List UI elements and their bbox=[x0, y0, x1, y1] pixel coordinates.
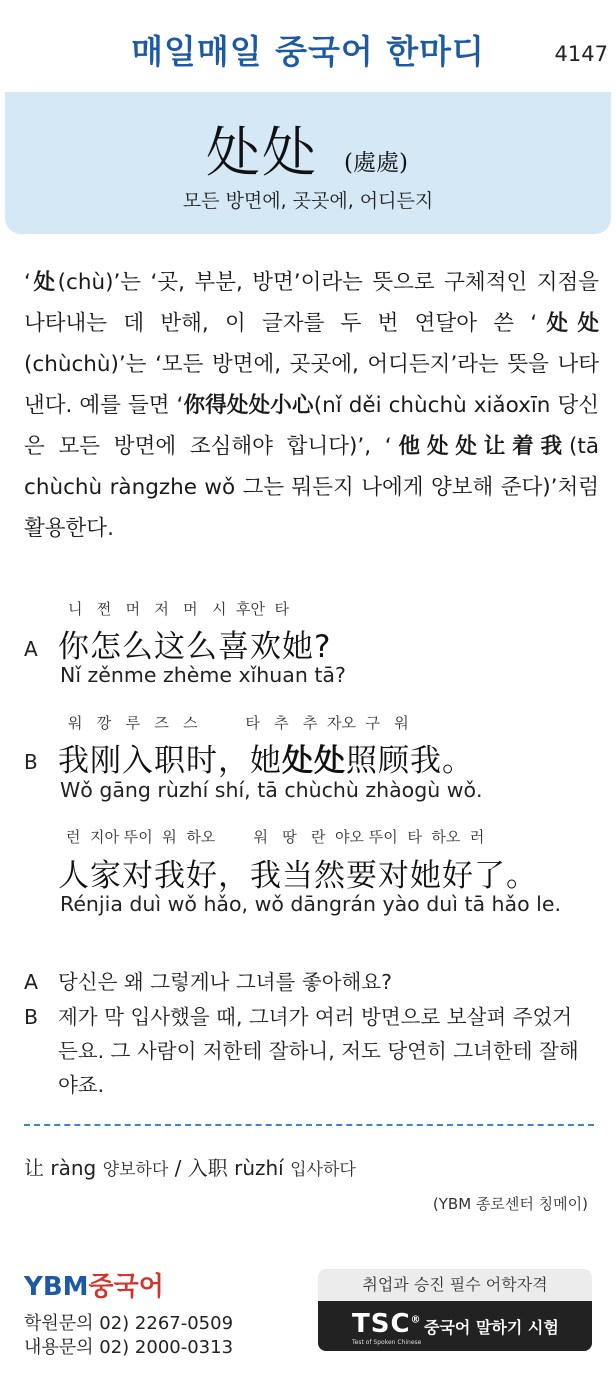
pinyin-b2: Rénjia duì wǒ hǎo, wǒ dāngrán yào duì tā hǎo le. bbox=[60, 892, 561, 916]
author-credit: (YBM 종로센터 칭메이) bbox=[432, 1195, 588, 1213]
explanation-text: ‘ bbox=[24, 270, 31, 295]
speaker-b-label: B bbox=[24, 750, 38, 774]
pronunciation-guide-b2: 런 지아 뚜이 워 하오 워 땅 란 야오 뚜이 타 하오 러 bbox=[66, 828, 485, 846]
headword-meaning: 모든 방면에, 곳곳에, 어디든지 bbox=[182, 190, 434, 212]
vocab-word-2: 入职 bbox=[187, 1156, 228, 1180]
headword: 处处 bbox=[206, 121, 318, 184]
translation-a-label: A bbox=[24, 970, 39, 994]
sentence-keyword: 处处 bbox=[282, 743, 346, 779]
vocab-word-1: 让 bbox=[24, 1156, 44, 1180]
explanation-paragraph bbox=[24, 262, 599, 549]
explanation-text: (tā chùchù ràngzhe wǒ 그는 뭐든지 나에게 양보해 준다)’처럼 활용한다. bbox=[24, 434, 599, 541]
sentence-part: 我刚入职时，她 bbox=[58, 743, 282, 779]
translation-b-text: 제가 막 입사했을 때, 그녀가 여러 방면으로 보살펴 주었거든요. 그 사람이 저한테 잘하니, 저도 당연히 그녀한테 잘해야죠. bbox=[58, 1005, 579, 1097]
tsc-name: 중국어 말하기 시험 bbox=[424, 1318, 559, 1337]
explanation-text: (nǐ děi chùchù xiǎoxīn 당신은 모든 방면에 조심해야 합니다)’, ‘ bbox=[24, 393, 599, 459]
tsc-banner-dark bbox=[318, 1301, 592, 1351]
tsc-banner bbox=[318, 1269, 592, 1351]
sentence-part: 照顾我。 bbox=[346, 743, 474, 779]
vocab-meaning-2: 입사하다 bbox=[290, 1160, 356, 1180]
speaker-a-label: A bbox=[24, 637, 38, 661]
vocab-separator: / bbox=[168, 1156, 188, 1180]
explanation-text: (chù)’는 ‘곳, 부분, 방면’이라는 뜻으로 구체적인 지점을 나타내는 데 반해, 이 글자를 두 번 연달아 쓴 ‘ bbox=[24, 270, 599, 336]
ybm-logo bbox=[24, 1266, 164, 1303]
vocab-pinyin-1: ràng bbox=[50, 1156, 97, 1180]
explanation-hanzi: 处 bbox=[30, 270, 58, 295]
tsc-logo-text: TSC bbox=[352, 1309, 411, 1339]
issue-number: 4147 bbox=[554, 42, 608, 66]
dashed-divider bbox=[24, 1124, 594, 1126]
pinyin-a: Nǐ zěnme zhème xǐhuan tā? bbox=[60, 663, 346, 687]
explanation-text: (chùchù)’는 ‘모든 방면에, 곳곳에, 어디든지’라는 뜻을 나타낸다. 예를 들면 ‘ bbox=[24, 352, 599, 418]
translation-a-text: 당신은 왜 그렇게나 그녀를 좋아해요? bbox=[58, 970, 392, 994]
chinese-sentence-b2: 人家对我好，我当然要对她好了。 bbox=[58, 858, 538, 894]
headword-traditional: (處處) bbox=[344, 150, 408, 176]
page-title: 매일매일 중국어 한마디 bbox=[131, 32, 485, 71]
academy-contact: 학원문의 02) 2267-0509 bbox=[24, 1313, 234, 1334]
vocabulary-line bbox=[24, 1152, 356, 1181]
explanation-example: 你得处处小心 bbox=[183, 393, 314, 418]
explanation-hanzi: 处处 bbox=[537, 311, 599, 336]
tsc-logo bbox=[352, 1309, 422, 1339]
pinyin-b1: Wǒ gāng rùzhí shí, tā chùchù zhàogù wǒ. bbox=[60, 778, 483, 802]
logo-ybm-text: YBM bbox=[24, 1272, 89, 1302]
content-contact: 내용문의 02) 2000-0313 bbox=[24, 1337, 234, 1358]
tsc-registered-mark: ® bbox=[410, 1314, 422, 1326]
tsc-subtitle: Test of Spoken Chinese bbox=[352, 1339, 422, 1346]
chinese-sentence-b1 bbox=[58, 735, 474, 780]
vocab-pinyin-2: rùzhí bbox=[234, 1156, 284, 1180]
logo-chinese-text: 중국어 bbox=[88, 1272, 164, 1302]
pronunciation-guide-a: 니 쩐 머 저 머 시 후안 타 bbox=[68, 600, 290, 618]
translation-b-label: B bbox=[24, 1005, 39, 1029]
tsc-tagline: 취업과 승진 필수 어학자격 bbox=[362, 1275, 548, 1294]
pronunciation-guide-b1: 워 깡 루 즈 스 타 추 추 자오 구 워 bbox=[68, 714, 409, 732]
explanation-example: 他处处让着我 bbox=[391, 434, 569, 459]
chinese-sentence-a: 你怎么这么喜欢她? bbox=[58, 629, 332, 665]
vocab-meaning-1: 양보하다 bbox=[102, 1160, 169, 1180]
